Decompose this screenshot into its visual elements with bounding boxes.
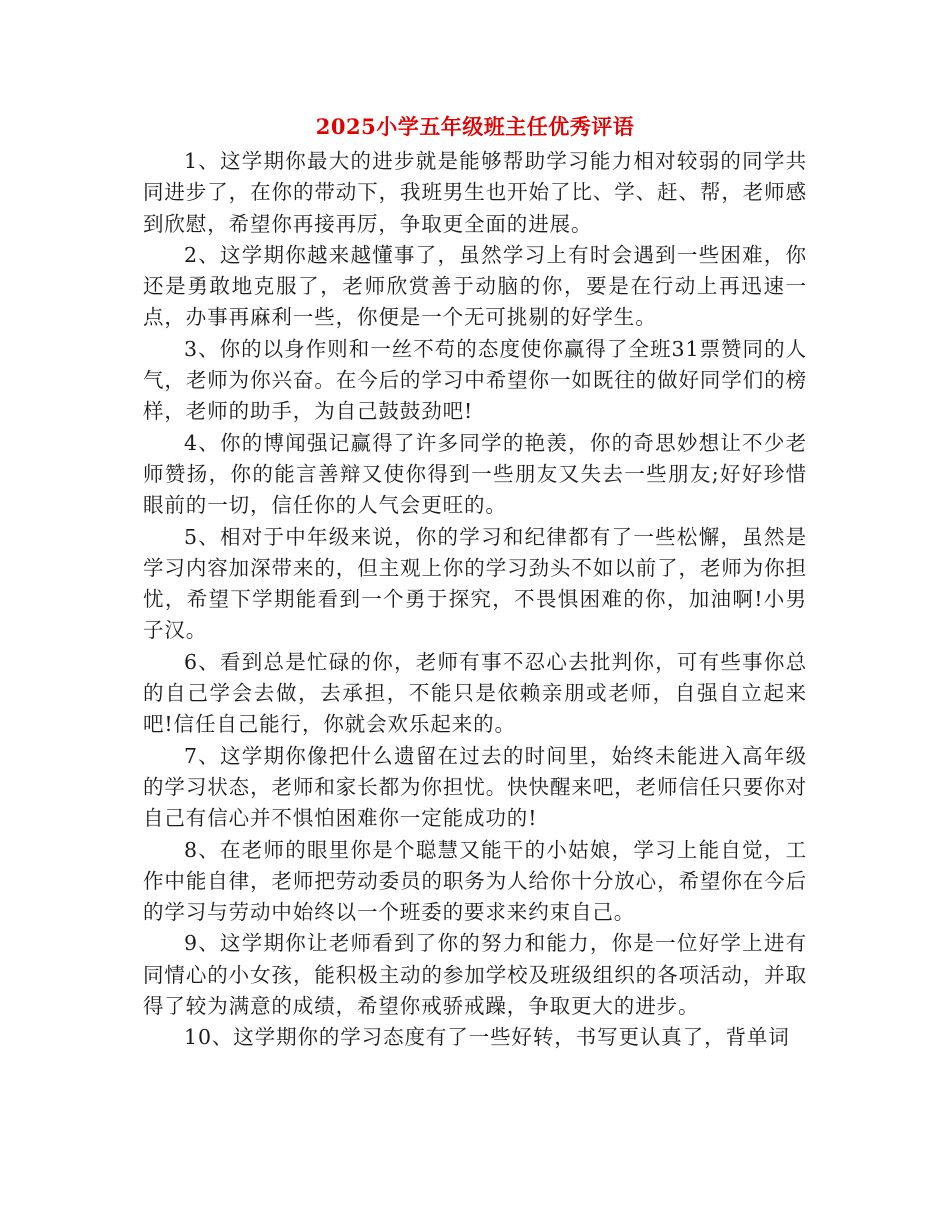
document-title: 2025小学五年级班主任优秀评语 [315,114,635,139]
paragraph-6: 6、看到总是忙碌的你，老师有事不忍心去批判你，可有些事你总的自己学会去做，去承担，不能只是依赖亲朋或老师，自强自立起来吧!信任自己能行，你就会欢乐起来的。 [143,649,807,737]
document-body [143,146,807,1054]
paragraph-9: 9、这学期你让老师看到了你的努力和能力，你是一位好学上进有同情心的小女孩，能积极主动的参加学校及班级组织的各项活动，并取得了较为满意的成绩，希望你戒骄戒躁，争取更大的进步。 [143,931,807,1019]
paragraph-4: 4、你的博闻强记赢得了许多同学的艳羡，你的奇思妙想让不少老师赞扬，你的能言善辩又使你得到一些朋友又失去一些朋友;好好珍惜眼前的一切，信任你的人气会更旺的。 [143,430,807,518]
paragraph-5: 5、相对于中年级来说，你的学习和纪律都有了一些松懈，虽然是学习内容加深带来的，但主观上你的学习劲头不如以前了，老师为你担忧，希望下学期能看到一个勇于探究，不畏惧困难的你，加油啊!小男子汉。 [143,524,807,643]
paragraph-3: 3、你的以身作则和一丝不苟的态度使你赢得了全班31票赞同的人气，老师为你兴奋。在今后的学习中希望你一如既往的做好同学们的榜样，老师的助手，为自己鼓鼓劲吧! [143,336,807,424]
paragraph-10: 10、这学期你的学习态度有了一些好转，书写更认真了，背单词 [184,1025,790,1050]
paragraph-8: 8、在老师的眼里你是个聪慧又能干的小姑娘，学习上能自觉，工作中能自律，老师把劳动委员的职务为人给你十分放心，希望你在今后的学习与劳动中始终以一个班委的要求来约束自己。 [143,837,807,925]
paragraph-2: 2、这学期你越来越懂事了，虽然学习上有时会遇到一些困难，你还是勇敢地克服了，老师欣赏善于动脑的你，要是在行动上再迅速一点，办事再麻利一些，你便是一个无可挑剔的好学生。 [143,242,807,330]
paragraph-7: 7、这学期你像把什么遗留在过去的时间里，始终未能进入高年级的学习状态，老师和家长都为你担忧。快快醒来吧，老师信任只要你对自己有信心并不惧怕困难你一定能成功的! [143,743,807,831]
paragraph-1: 1、这学期你最大的进步就是能够帮助学习能力相对较弱的同学共同进步了，在你的带动下，我班男生也开始了比、学、赶、帮，老师感到欣慰，希望你再接再厉，争取更全面的进展。 [143,149,807,236]
